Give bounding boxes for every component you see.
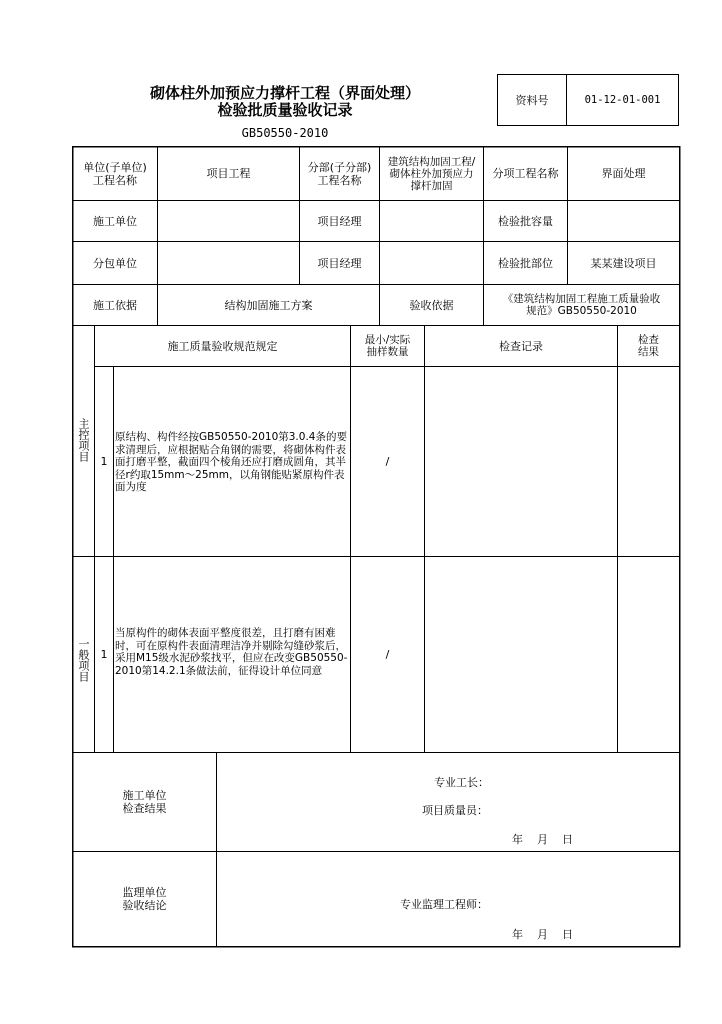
- division-name-value: 建筑结构加固工程/ 砌体柱外加预应力 撑杆加固: [387, 155, 476, 192]
- unit-name-label: 单位(子单位) 工程名称: [83, 160, 147, 187]
- main-control-text: 原结构、构件经按GB50550-2010第3.0.4条的要求清理后，应根据贴合角钢的需要，将砌体构件表面打磨平整，截面四个棱角还应打磨成圆角，其半径r约取15mm～25mm，以角钢能贴紧原构件表面为度: [115, 431, 347, 493]
- subitem-name-value: 界面处理: [601, 167, 646, 180]
- general-record[interactable]: [425, 557, 617, 752]
- general-sample: /: [385, 648, 390, 661]
- document-number-label: 资料号: [498, 75, 567, 125]
- main-control-index: 1: [100, 455, 108, 468]
- subcontractor-label: 分包单位: [93, 256, 137, 270]
- main-control-section: [73, 400, 94, 480]
- subcontractor-value[interactable]: [158, 242, 299, 284]
- general-label: 一般项目: [77, 638, 90, 682]
- page-title: 砌体柱外加预应力撑杆工程（界面处理）: [149, 84, 420, 102]
- page-subtitle: 检验批质量验收记录: [217, 101, 353, 119]
- quality-inspector-signature: 项目质量员：: [422, 804, 488, 817]
- sample-header: 最小/实际 抽样数量: [364, 334, 411, 358]
- acceptance-basis-value: 《建筑结构加固工程施工质量验收 规范》GB50550-2010: [502, 293, 661, 317]
- construction-check-label: 施工单位 检查结果: [122, 789, 167, 815]
- construction-check-date: 年 月 日: [512, 833, 573, 846]
- unit-name-value: 项目工程: [206, 167, 251, 180]
- general-index: 1: [100, 648, 108, 661]
- batch-capacity-value[interactable]: [568, 201, 679, 241]
- batch-location-label: 检验批部位: [498, 256, 553, 270]
- main-control-label: 主控项目: [77, 418, 90, 462]
- subitem-name-label: 分项工程名称: [492, 167, 559, 180]
- project-manager-value[interactable]: [380, 201, 483, 241]
- general-section: [73, 620, 94, 700]
- standard-code: GB50550-2010: [241, 126, 329, 140]
- main-control-sample: /: [385, 455, 390, 468]
- record-header: 检查记录: [499, 339, 543, 353]
- contractor-value[interactable]: [158, 201, 299, 241]
- project-manager-label: 项目经理: [317, 214, 362, 228]
- document-number-value: 01-12-01-001: [584, 94, 661, 106]
- result-header: 检查 结果: [638, 334, 659, 358]
- supervision-label: 监理单位 验收结论: [122, 886, 167, 912]
- project-manager-2-label: 项目经理: [317, 256, 362, 270]
- batch-capacity-label: 检验批容量: [498, 214, 553, 228]
- batch-location-value: 某某建设项目: [590, 256, 657, 270]
- acceptance-basis-label: 验收依据: [409, 298, 454, 312]
- foreman-signature: 专业工长：: [434, 776, 489, 789]
- division-name-label: 分部(子分部) 工程名称: [307, 160, 372, 187]
- spec-header: 施工质量验收规范规定: [167, 339, 278, 353]
- main-control-record[interactable]: [425, 367, 617, 556]
- supervising-engineer-signature: 专业监理工程师：: [400, 898, 488, 911]
- general-text: 当原构件的砌体表面平整度很差，且打磨有困难时，可在原构件表面清理洁净并剔除勾缝砂浆后，采用M15级水泥砂浆找平，但应在改变GB50550-2010第14.2.1条做法前，征得设计单位同意: [115, 627, 348, 677]
- general-result[interactable]: [618, 557, 679, 752]
- contractor-label: 施工单位: [93, 214, 137, 228]
- project-manager-2-value[interactable]: [380, 242, 483, 284]
- main-control-result[interactable]: [618, 367, 679, 556]
- construction-basis-value: 结构加固施工方案: [224, 298, 313, 312]
- supervision-date: 年 月 日: [512, 928, 573, 941]
- construction-basis-label: 施工依据: [93, 298, 137, 312]
